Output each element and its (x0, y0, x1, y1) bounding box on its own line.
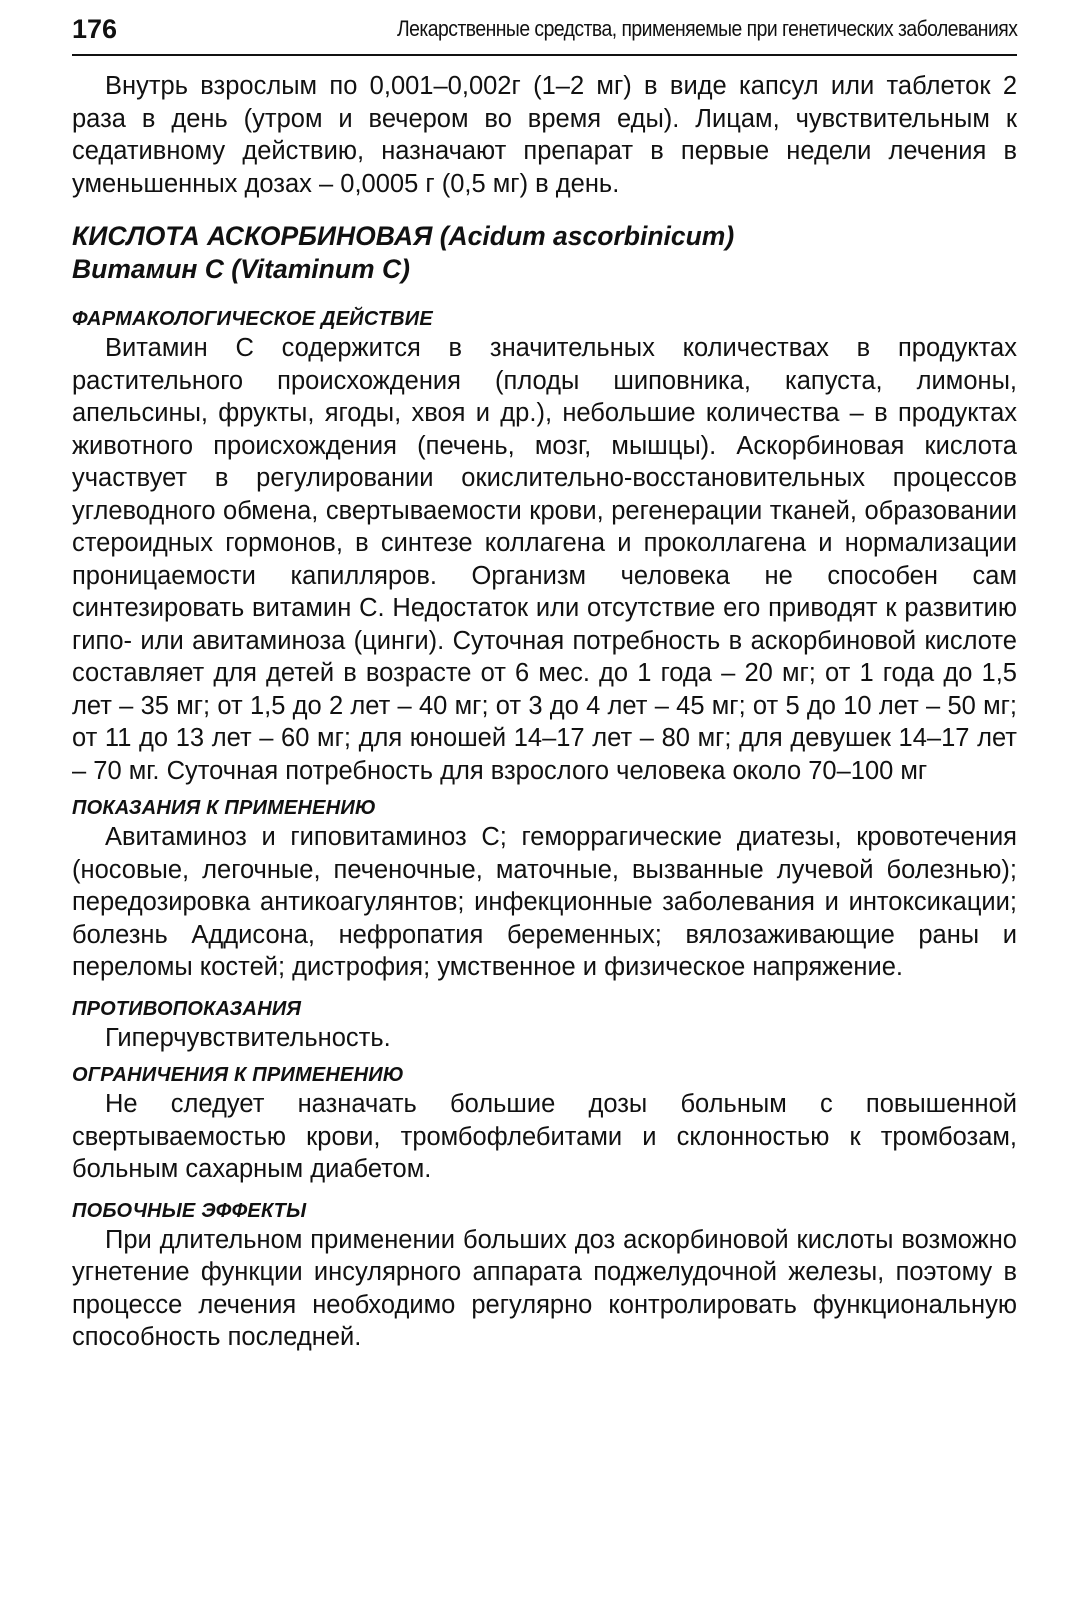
section-text-restrictions: Не следует назначать большие дозы больным с повышенной свертываемостью крови, тромбофлебитами и склонностью к тромбозам, больным сахарным диабетом. (72, 1090, 1017, 1183)
section-text-indications: Авитаминоз и гиповитаминоз С; геморрагические диатезы, кровотечения (носовые, легочные, печеночные, маточные, вызванные лучевой болезнью); передозировка антикоагулянтов; инфекционные заболевания и интоксикации; болезнь Аддисона, нефропатия беременных; вялозаживающие раны и переломы костей; дистрофия; умственное и физическое напряжение. (72, 823, 1017, 981)
running-header (72, 8, 1017, 56)
section-heading-indications: ПОКАЗАНИЯ К ПРИМЕНЕНИЮ (72, 797, 376, 819)
running-title: Лекарственные средства, применяемые при генетических заболеваниях (396, 16, 1017, 41)
section-heading-restrictions: ОГРАНИЧЕНИЯ К ПРИМЕНЕНИЮ (72, 1064, 404, 1086)
book-page (72, 0, 1017, 1354)
drug-title-synonym: Витамин С (Vitaminum C) (72, 254, 410, 284)
section-text-pharmacology: Витамин С содержится в значительных количествах в продуктах растительного происхождения (плоды шиповника, капуста, лимоны, апельсины, фрукты, ягоды, хвоя и др.), небольшие количества – в продуктах животного происхождения (печень, мозг, мышцы). Аскорбиновая кислота участвует в регулировании окислительно-восстановительных процессов углеводного обмена, свертываемости крови, регенерации тканей, образовании стероидных гормонов, в синтезе коллагена и проколлагена и нормализации проницаемости капилляров. Организм человека не способен сам синтезировать витамин С. Недостаток или отсутствие его приводят к развитию гипо- или авитаминоза (цинги). Суточная потребность в аскорбиновой кислоте составляет для детей в возрасте от 6 мес. до 1 года – 20 мг; от 1 года до 1,5 лет – 35 мг; от 1,5 до 2 лет – 40 мг; от 3 до 4 лет – 45 мг; от 5 до 10 лет – 50 мг; от 11 до 13 лет – 60 мг; для юношей 14–17 лет – 80 мг; для девушек 14–17 лет – 70 мг. Суточная потребность для взрослого человека около 70–100 мг (72, 334, 1017, 785)
section-text-side-effects: При длительном применении больших доз аскорбиновой кислоты возможно угнетение функции инсулярного аппарата поджелудочной железы, поэтому в процессе лечения необходимо регулярно контролировать функциональную способность последней. (72, 1225, 1017, 1351)
section-heading-contraindications: ПРОТИВОПОКАЗАНИЯ (72, 997, 302, 1020)
section-text-contraindications: Гиперчувствительность. (105, 1023, 391, 1052)
section-heading-side-effects: ПОБОЧНЫЕ ЭФФЕКТЫ (72, 1199, 307, 1222)
page-number: 176 (72, 14, 118, 44)
intro-paragraph: Внутрь взрослым по 0,001–0,002г (1–2 мг) в виде капсул или таблеток 2 раза в день (утром и вечером во время еды). Лицам, чувствительным к седативному действию, назначают препарат в первые недели лечения в уменьшенных дозах – 0,0005 г (0,5 мг) в день. (72, 72, 1017, 198)
section-heading-pharmacology: ФАРМАКОЛОГИЧЕСКОЕ ДЕЙСТВИЕ (72, 308, 433, 330)
drug-title (72, 220, 1017, 286)
drug-title-latin: КИСЛОТА АСКОРБИНОВАЯ (Acidum ascorbinicum) (72, 221, 735, 251)
